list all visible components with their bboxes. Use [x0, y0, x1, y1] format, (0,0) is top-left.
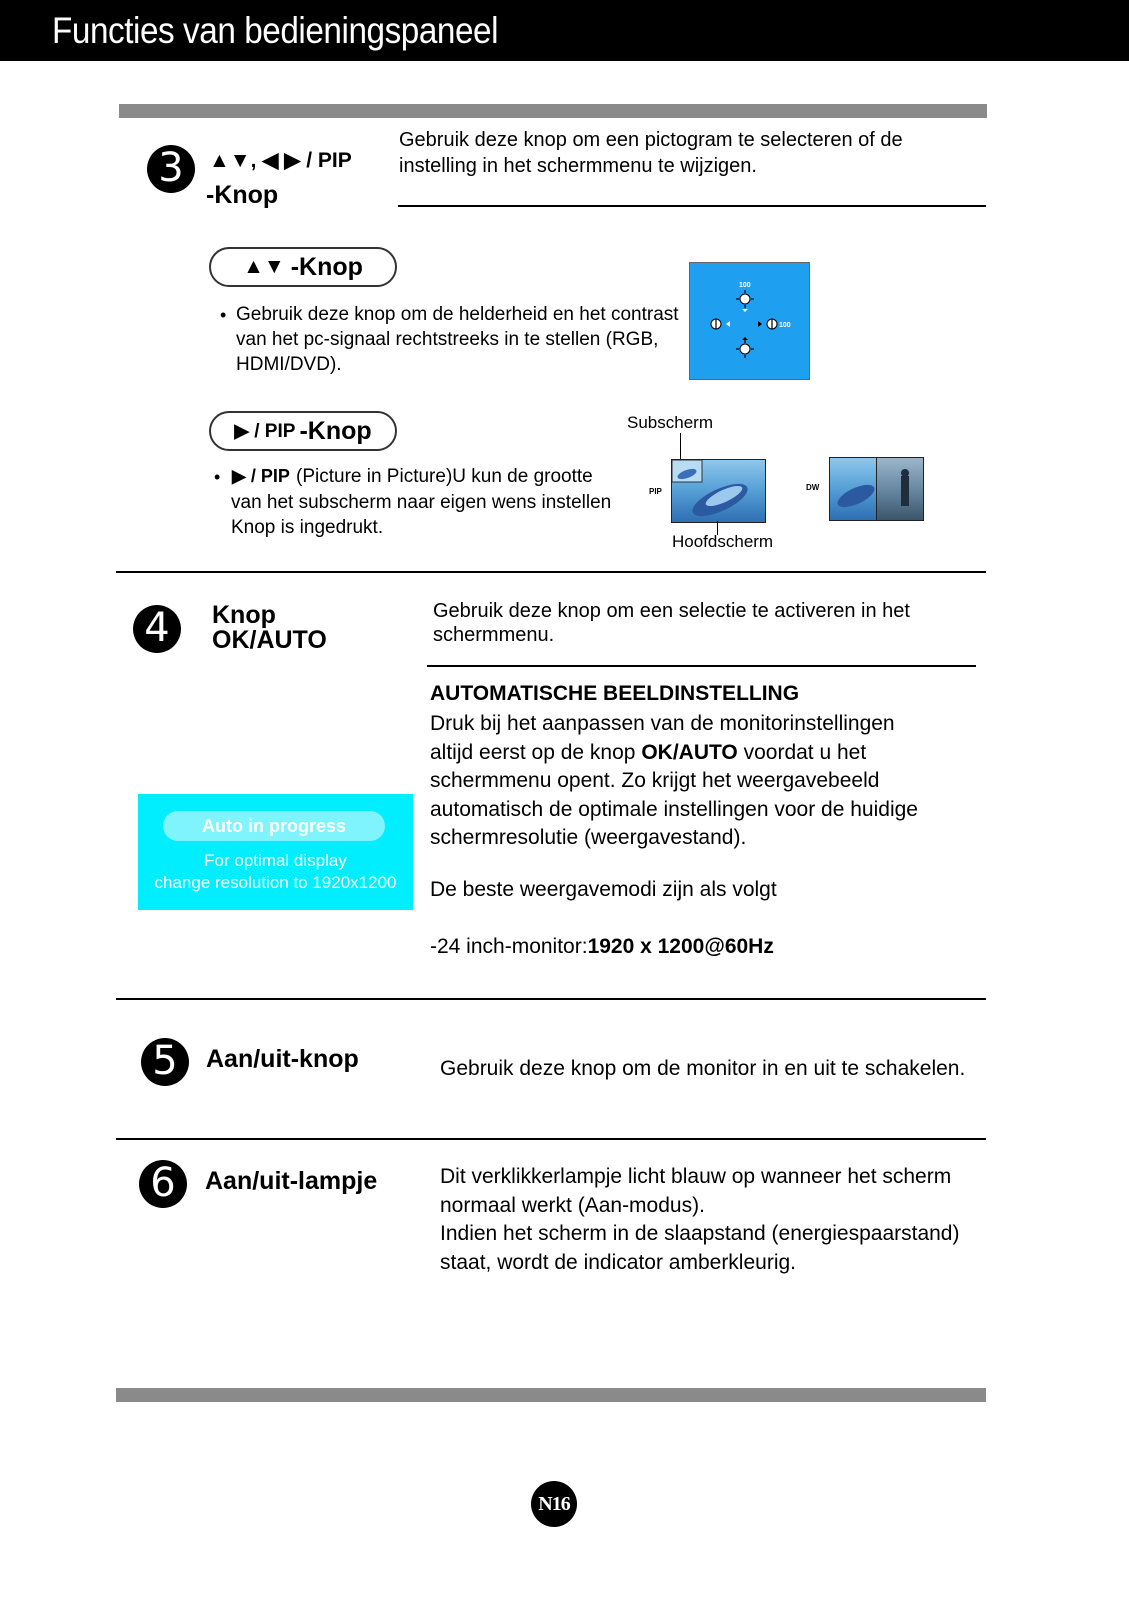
auto-in-progress-osd [138, 794, 413, 910]
section-6-heading: Aan/uit-lampje [205, 1167, 378, 1195]
section-4-heading-line2: OK/AUTO [212, 626, 327, 654]
section-4-heading-line1: Knop [212, 601, 276, 629]
auto-adjust-body: Druk bij het aanpassen van de monitorinstellingen altijd eerst op de knop OK/AUTO voordat u het schermmenu opent. Zo krijgt het weergavebeeld automatisch de optimale instellingen voor de huidige schermresolutie (weergavestand). [430, 712, 918, 849]
auto-adjust-title: AUTOMATISCHE BEELDINSTELLING [430, 682, 800, 705]
bullet: • [220, 305, 227, 325]
svg-text:100: 100 [739, 282, 751, 289]
pip-main-screen-image [671, 459, 766, 523]
section-4-description-line2: schermmenu. [433, 624, 555, 646]
updown-button-pill: ▲▼ -Knop [209, 247, 397, 287]
section-4-rule [427, 665, 976, 667]
section-6-number-icon: 6 [139, 1160, 187, 1208]
section-6-description: Dit verklikkerlampje licht blauw op wanneer het scherm normaal werkt (Aan-modus). Indien het scherm in de slaapstand (energiespaarstand) staat, wordt de indicator amberkleurig. [440, 1165, 960, 1274]
subscreen-label: Subscherm [627, 413, 713, 432]
dw-tag: DW [806, 483, 820, 492]
section-4-number-icon: 4 [133, 605, 181, 653]
section-3-description-line2: instelling in het schermmenu te wijzigen. [399, 155, 757, 177]
pip-text-line3: Knop is ingedrukt. [231, 517, 384, 538]
osd-line1: For optimal display [204, 851, 347, 870]
pip-tag: PIP [649, 487, 662, 496]
section-5-heading: Aan/uit-knop [206, 1045, 359, 1073]
page-number-badge: N16 [531, 1481, 577, 1527]
osd-line2: change resolution to 1920x1200 [154, 873, 397, 892]
section-3-bottom-rule [116, 571, 986, 573]
pip-text-line1: (Picture in Picture)U kun de grootte [296, 466, 593, 487]
pip-button-pill: ▶ / PIP -Knop [209, 411, 397, 451]
section-3-heading-keys: ▲▼, ◀ ▶ / PIP [209, 149, 352, 172]
dual-window-screen-image [829, 457, 924, 521]
page-title: Functies van bedieningspaneel [52, 10, 499, 51]
brightness-contrast-osd [689, 262, 810, 380]
section-5-description: Gebruik deze knop om de monitor in en uit te schakelen. [440, 1057, 966, 1080]
svg-text:100: 100 [779, 322, 791, 329]
updown-text-line3: HDMI/DVD). [236, 354, 342, 375]
pip-keys-icon: ▶ / PIP [234, 420, 296, 442]
pip-inline-keys: ▶ / PIP [232, 466, 290, 486]
osd-icons [690, 263, 809, 379]
brightness-icon-top [740, 294, 750, 304]
section-3-number-icon: 3 [147, 145, 195, 193]
updown-text-line2: van het pc-signaal rechtstreeks in te stellen (RGB, [236, 329, 659, 350]
section-5-number-icon: 5 [141, 1038, 189, 1086]
osd-title: Auto in progress [163, 811, 385, 841]
updown-text-line1: Gebruik deze knop om de helderheid en het contrast [236, 304, 679, 325]
section-3-description-line1: Gebruik deze knop om een pictogram te selecteren of de [399, 129, 903, 151]
section-4-description-line1: Gebruik deze knop om een selectie te activeren in het [433, 600, 910, 622]
subscreen-pointer-line [680, 433, 681, 461]
display-modes-intro: De beste weergavemodi zijn als volgt [430, 878, 777, 901]
brightness-icon-bottom [740, 344, 750, 354]
bottom-divider-bar [116, 1388, 986, 1402]
bullet: • [214, 467, 221, 487]
display-mode-24inch: -24 inch-monitor:1920 x 1200@60Hz [430, 935, 774, 958]
updown-arrows-icon: ▲▼ [243, 255, 285, 278]
section-4-bottom-rule [116, 998, 986, 1000]
pip-text-line2: van het subscherm naar eigen wens instellen [231, 492, 612, 513]
mainscreen-label: Hoofdscherm [672, 532, 774, 551]
section-3-rule [398, 205, 986, 207]
section-3-heading-label: -Knop [206, 181, 279, 209]
top-divider-bar [119, 104, 987, 118]
section-5-bottom-rule [116, 1138, 986, 1140]
